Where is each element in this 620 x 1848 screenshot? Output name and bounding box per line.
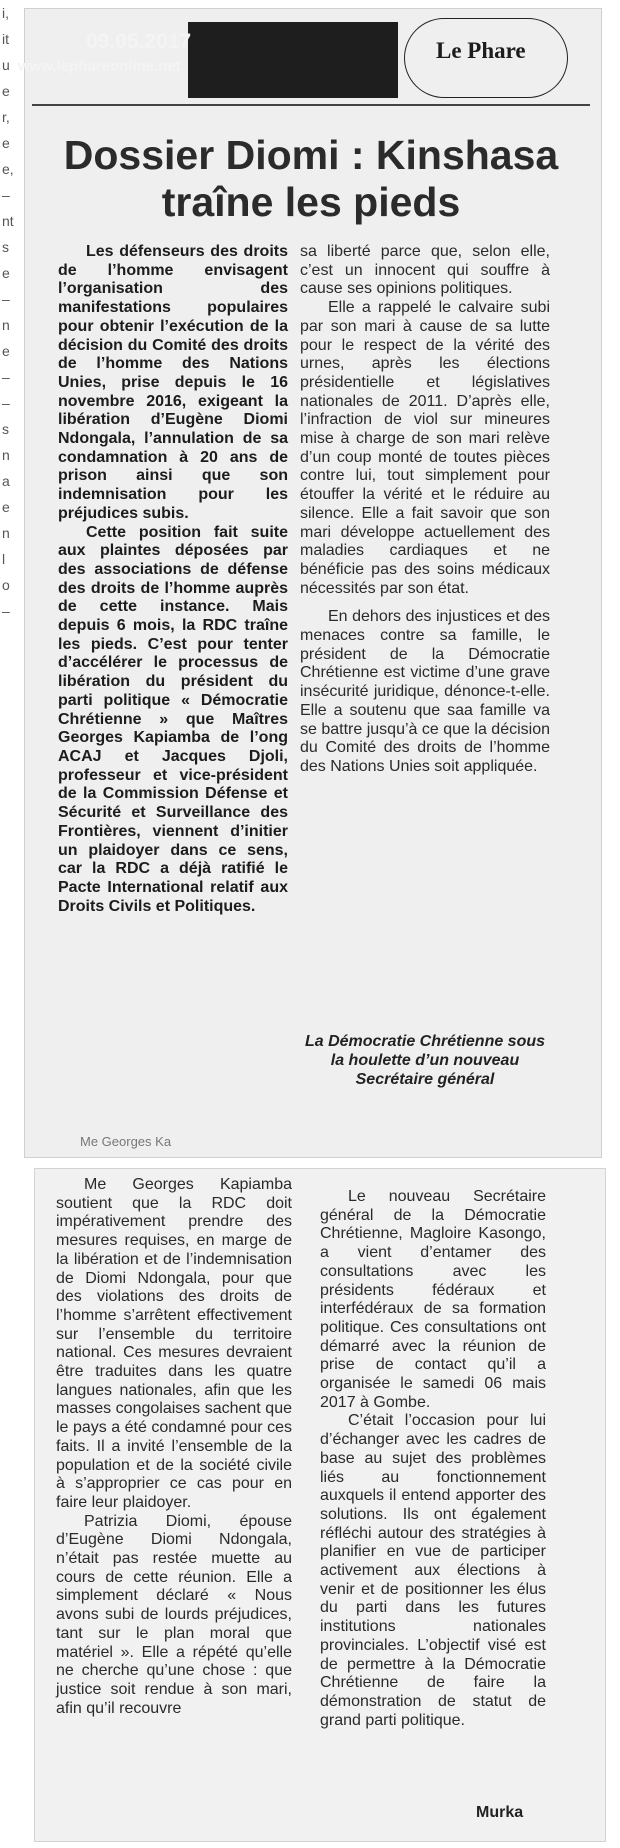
edge-fragment-text: e (2, 499, 10, 515)
edge-fragment-text: e (2, 343, 10, 359)
body-paragraph: C’était l’occasion pour lui d’échanger avec les cadres de base au sujet des problèmes liés au fonctionnement auxquels il entend apporter des solutions. Ils ont également réfléchi autour des stratégies à planifier en vue de participer activement aux élections à venir et de positionner les élus du parti dans les futures institutions nationales provinciales. L’objectif visé est de permettre à la Démocratie Chrétienne de faire la démonstration de statut de grand parti politique. (320, 1412, 546, 1729)
edge-fragment-text: i, (2, 5, 9, 21)
edge-fragment-text: r, (2, 109, 10, 125)
edge-fragment-text: u (2, 57, 10, 73)
edge-fragment-text: – (2, 395, 10, 411)
section-subheading: La Démocratie Chrétienne sous la houlette d’un nouveau Secrétaire général (304, 1033, 546, 1088)
body-paragraph: Le nouveau Secrétaire général de la Démocratie Chrétienne, Magloire Kasongo, a vient d’entamer des consultations avec les présidents fédéraux et interfédéraux de sa formation politique. Ces consultations ont démarré avec la réunion de prise de contact qu’il a organisée le samedi 06 mais 2017 à Gombe. (320, 1188, 546, 1411)
author-signature: Murka (476, 1804, 524, 1821)
masthead-band (188, 22, 398, 98)
edge-fragment-text: e (2, 135, 10, 151)
edge-fragment-text: – (2, 603, 10, 619)
edge-fragment-text: – (2, 369, 10, 385)
issue-date: 09.05.2017 (86, 30, 192, 53)
body-paragraph: En dehors des injustices et des menaces contre sa famille, le président de la Démocratie Chrétienne est victime d’une grave insécurité juridique, dénonce-t-elle. Elle a soutenu que saa famille va se battre jusqu’à ce que la décision du Comité des droits de l’homme des Nations Unies soit appliquée. (300, 608, 550, 775)
column-three (56, 1176, 292, 1718)
edge-fragment-text: e, (2, 161, 14, 177)
lead-paragraph: Les défenseurs des droits de l’homme envisagent l’organisation des manifestations populaires pour obtenir l’exécution de la décision du Comité des droits de l’homme des Nations Unies, prise depuis le 16 novembre 2016, exigeant la libération d’Eugène Diomi Ndongala, l’annulation de sa condamnation à 20 ans de prison ainsi que son indemnisation pour les préjudices subis. (58, 243, 288, 522)
edge-fragment-text: it (2, 31, 9, 47)
newspaper-logo: Le Phare (436, 38, 526, 63)
column-two (300, 243, 550, 777)
edge-fragment-text: e (2, 83, 10, 99)
edge-fragment-text: n (2, 525, 10, 541)
edge-fragment-text: n (2, 447, 10, 463)
carry-over-text: sa liberté parce que, selon elle, c’est un innocent qui souffre à cause ses opinions politiques. (300, 243, 550, 298)
continuation-line: Me Georges Ka (80, 1134, 172, 1149)
column-four (320, 1188, 546, 1730)
article-headline: Dossier Diomi : Kinshasa traîne les pieds (63, 132, 559, 225)
body-paragraph: Patrizia Diomi, épouse d’Eugène Diomi Ndongala, n’était pas restée muette au cours de cette réunion. Elle a simplement déclaré « Nous avons subi de lourds préjudices, tant sur le plan moral que matériel ». Elle a répété qu’elle ne cherche qu’une chose : que justice soit rendue à son mari, afin qu’il recouvre (56, 1512, 292, 1717)
website-url: www.lephareonline.net (18, 58, 181, 75)
body-paragraph: Me Georges Kapiamba soutient que la RDC doit impérativement prendre des mesures requises, en marge de la libération et de l’indemnisation de Diomi Ndongala, pour que des violations des droits de l’homme s’arrêtent effectivement sur l’ensemble du territoire national. Ces mesures devraient être traduites dans les quatre langues nationales, afin que les masses congolaises sachent que le pays a été condamné pour ces faits. Il a invité l’ensemble de la population et de la société civile à s’approprier ce cas pour en faire leur plaidoyer. (56, 1176, 292, 1511)
lead-column (58, 243, 288, 916)
edge-fragment-text: s (2, 421, 9, 437)
edge-fragment-text: a (2, 473, 10, 489)
lead-paragraph: Cette position fait suite aux plaintes déposées par des associations de défense des droits de l’homme auprès de cette instance. Mais depuis 6 mois, la RDC traîne les pieds. C’est pour tenter d’accélérer le processus de libération du président du parti politique « Démocratie Chrétienne » que Maîtres Georges Kapiamba de l’ong ACAJ et Jacques Djoli, professeur et vice-président de la Commission Défense et Sécurité et Surveillance des Frontières, viennent d’initier un plaidoyer dans ce sens, car la RDC a déjà ratifié le Pacte International relatif aux Droits Civils et Politiques. (58, 523, 288, 915)
edge-fragment-text: – (2, 187, 10, 203)
edge-fragment-text: l (2, 551, 6, 567)
body-paragraph: Elle a rappelé le calvaire subi par son mari à cause de sa lutte pour le respect de la vérité des urnes, après les élections présidentielle et législatives nationales de 2011. D’après elle, l’infraction de viol sur mineures mise à charge de son mari relève d’un coup monté de toutes pièces contre lui, tout simplement pour étouffer la vérité et le réduire au silence. Elle a fait savoir que son mari développe actuellement des maladies cardiaques et ne bénéficie pas des soins médicaux nécessités par son état. (300, 299, 550, 597)
edge-fragment-text: – (2, 291, 10, 307)
edge-fragment-text: nt (2, 213, 14, 229)
edge-fragment-text: n (2, 317, 10, 333)
header-rule (32, 104, 590, 106)
edge-fragment-text: e (2, 265, 10, 281)
adjacent-page-edge (0, 0, 14, 700)
edge-fragment-text: s (2, 239, 9, 255)
edge-fragment-text: o (2, 577, 10, 593)
